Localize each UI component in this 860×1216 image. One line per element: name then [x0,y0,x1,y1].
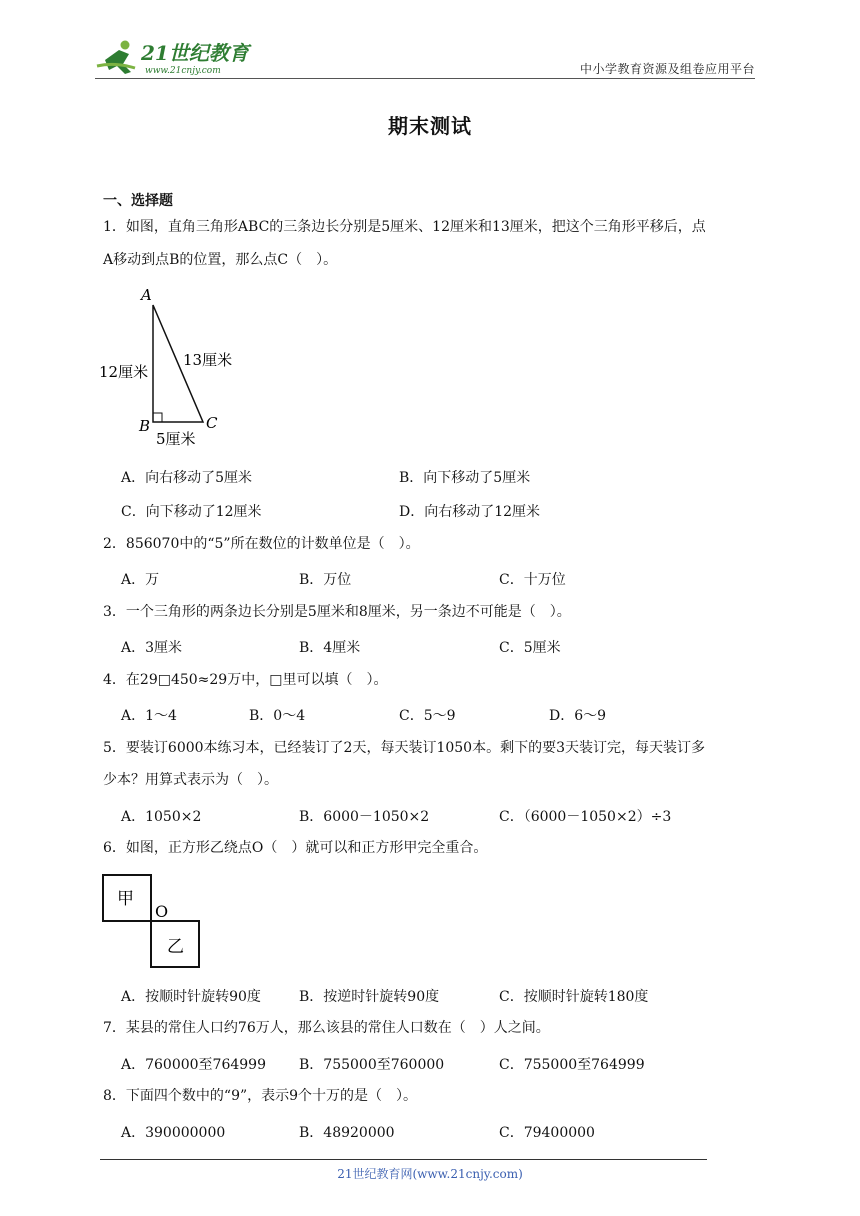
vertex-a-label: A [141,286,152,304]
q1-option-c: C．向下移动了12厘米 [121,504,262,520]
q8-option-c: C．79400000 [499,1125,595,1141]
q6-option-c: C．按顺时针旋转180度 [499,989,649,1005]
q7-option-c: C．755000至764999 [499,1057,645,1073]
question-4: 4．在29□450≈29万中，□里可以填（ ）。 [103,672,388,688]
question-2: 2．856070中的“5”所在数位的计数单位是（ ）。 [103,536,420,552]
side-12-label: 12厘米 [99,363,149,381]
q5-option-b: B．6000－1050×2 [299,809,430,825]
logo-url: www.21cnjy.com [145,66,221,76]
q1-option-b: B．向下移动了5厘米 [399,470,531,486]
q3-option-c: C．5厘米 [499,640,561,656]
question-6: 6．如图，正方形乙绕点O（ ）就可以和正方形甲完全重合。 [103,840,488,856]
side-5-label: 5厘米 [156,430,196,448]
q8-option-b: B．48920000 [299,1125,395,1141]
question-7: 7．某县的常住人口约76万人，那么该县的常住人口数在（ ）人之间。 [103,1020,550,1036]
point-o-label: O [155,902,169,921]
site-logo [95,36,260,78]
q4-option-a: A．1～4 [121,708,177,724]
q4-option-c: C．5～9 [399,708,456,724]
q4-option-d: D．6～9 [549,708,607,724]
logo-text: 21世纪教育 [141,41,249,65]
q7-option-a: A．760000至764999 [121,1057,266,1073]
header-tagline: 中小学教育资源及组卷应用平台 [579,62,755,76]
question-5-line1: 5．要装订6000本练习本，已经装订了2天，每天装订1050本。剩下的要3天装订完，每天装订多 [103,740,705,756]
question-3: 3．一个三角形的两条边长分别是5厘米和8厘米，另一条边不可能是（ ）。 [103,604,571,620]
q6-option-b: B．按逆时针旋转90度 [299,989,440,1005]
question-1-line1: 1．如图，直角三角形ABC的三条边长分别是5厘米、12厘米和13厘米，把这个三角形平移后，点 [103,219,706,235]
page-title: 期末测试 [388,114,472,138]
square-yi-label: 乙 [167,937,184,957]
q2-option-c: C．十万位 [499,572,566,588]
side-13-label: 13厘米 [183,351,233,369]
squares-figure [100,872,210,976]
q5-option-a: A．1050×2 [121,809,202,825]
triangle-figure [96,282,256,456]
footer-divider [100,1159,707,1160]
q3-option-a: A．3厘米 [121,640,183,656]
runner-icon [97,41,135,75]
footer-link[interactable]: 21世纪教育网(www.21cnjy.com) [337,1167,523,1181]
question-1-line2: A移动到点B的位置，那么点C（ ）。 [103,252,338,268]
header-divider [95,78,755,79]
q1-option-d: D．向右移动了12厘米 [399,504,541,520]
vertex-b-label: B [139,417,151,435]
q5-option-c: C．（6000－1050×2）÷3 [499,809,672,825]
q3-option-b: B．4厘米 [299,640,361,656]
square-jia-label: 甲 [117,889,134,909]
question-5-line2: 少本？用算式表示为（ ）。 [103,772,278,788]
q4-option-b: B．0～4 [249,708,306,724]
q8-option-a: A．390000000 [121,1125,226,1141]
question-8: 8．下面四个数中的“9”，表示9个十万的是（ ）。 [103,1088,418,1104]
q2-option-a: A．万 [121,572,160,588]
q2-option-b: B．万位 [299,572,352,588]
q1-option-a: A．向右移动了5厘米 [121,470,253,486]
q6-option-a: A．按顺时针旋转90度 [121,989,261,1005]
vertex-c-label: C [206,414,218,432]
q7-option-b: B．755000至760000 [299,1057,445,1073]
section-heading: 一、选择题 [103,193,173,209]
